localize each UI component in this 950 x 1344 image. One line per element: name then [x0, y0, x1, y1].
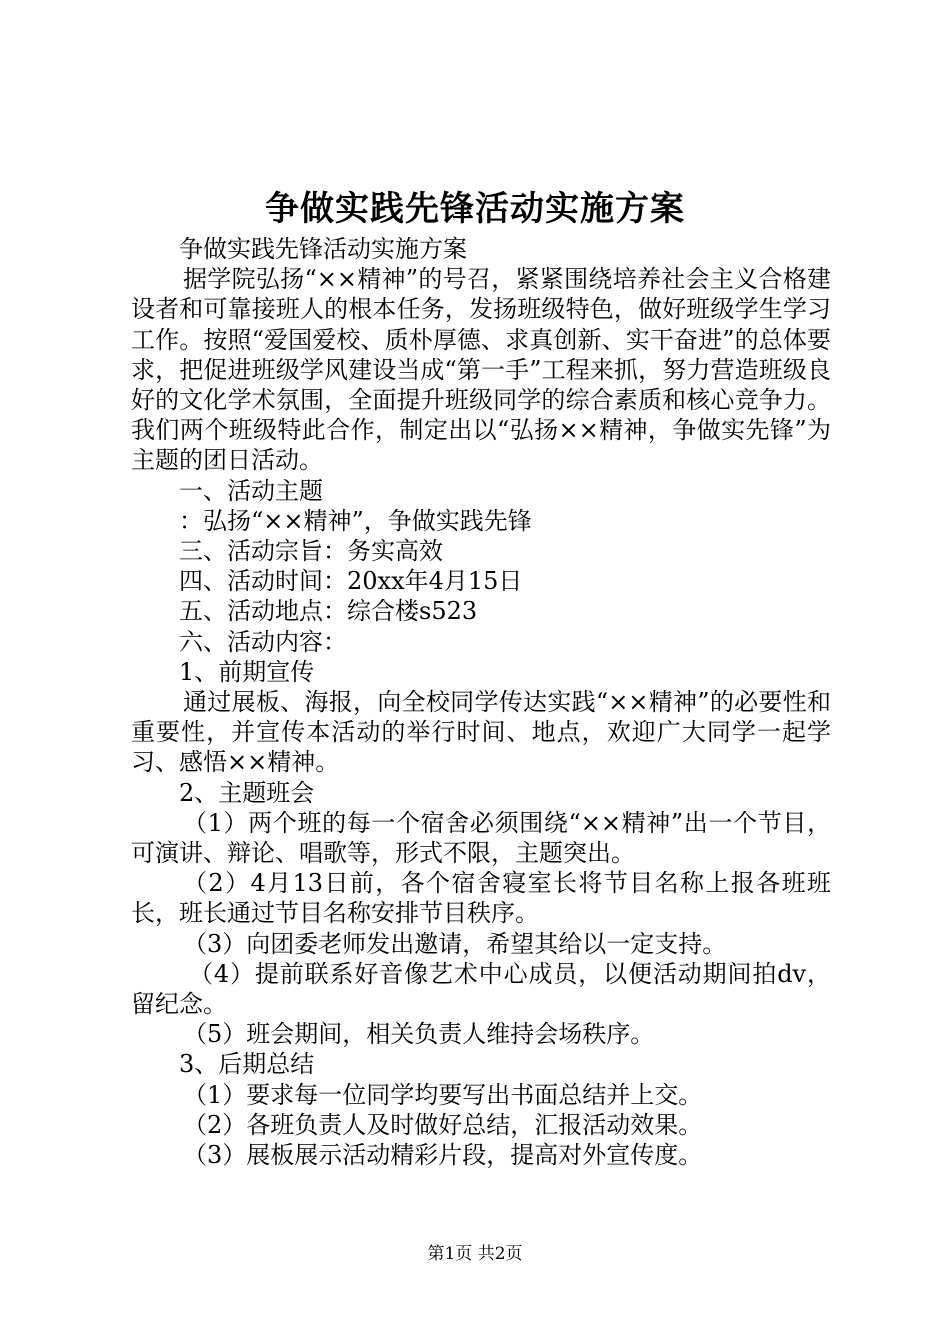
list-item: （1）两个班的每一个宿舍必须围绕“××精神”出一个节目，可演讲、辩论、唱歌等，形式不限，主题突出。	[131, 808, 831, 868]
subsection-heading-summary: 3、后期总结	[179, 1050, 315, 1079]
section-heading-theme: 一、活动主题	[179, 476, 323, 505]
paragraph-publicity: 通过展板、海报，向全校同学传达实践“××精神”的必要性和重要性，并宣传本活动的举行时间、地点，欢迎广大同学一起学习、感悟××精神。	[131, 688, 831, 777]
page-footer: 第1页 共2页	[427, 1244, 523, 1264]
document-body	[131, 234, 831, 1170]
list-item: （1）要求每一位同学均要写出书面总结并上交。	[183, 1080, 703, 1109]
section-heading-purpose: 三、活动宗旨：务实高效	[179, 537, 443, 566]
list-item: （3）向团委老师发出邀请，希望其给以一定支持。	[183, 929, 727, 958]
list-item: （3）展板展示活动精彩片段，提高对外宣传度。	[183, 1141, 703, 1170]
section-heading-time: 四、活动时间：20xx年4月15日	[179, 567, 523, 596]
paragraph-intro: 据学院弘扬“××精神”的号召，紧紧围绕培养社会主义合格建设者和可靠接班人的根本任务，发扬班级特色，做好班级学生学习工作。按照“爱国爱校、质朴厚德、求真创新、实干奋进”的总体要求，把促进班级学风建设当成“第一手”工程来抓，努力营造班级良好的文化学术氛围，全面提升班级同学的综合素质和核心竞争力。我们两个班级特此合作，制定出以“弘扬××精神，争做实先锋”为主题的团日活动。	[131, 265, 831, 475]
paragraph-theme: ：弘扬“××精神”，争做实践先锋	[179, 506, 532, 535]
list-item: （2）4月13日前，各个宿舍寝室长将节目名称上报各班班长，班长通过节目名称安排节目秩序。	[131, 869, 831, 928]
subsection-heading-class-meeting: 2、主题班会	[179, 778, 315, 807]
subsection-heading-publicity: 1、前期宣传	[179, 657, 315, 686]
section-heading-location: 五、活动地点：综合楼s523	[179, 597, 478, 626]
list-item: （2）各班负责人及时做好总结，汇报活动效果。	[183, 1110, 703, 1139]
section-heading-content: 六、活动内容：	[179, 627, 347, 656]
list-item: （4）提前联系好音像艺术中心成员，以便活动期间拍dv，留纪念。	[131, 959, 831, 1019]
document-title: 争做实践先锋活动实施方案	[265, 189, 685, 229]
paragraph-subtitle: 争做实践先锋活动实施方案	[179, 235, 467, 263]
list-item: （5）班会期间，相关负责人维持会场秩序。	[183, 1020, 655, 1049]
